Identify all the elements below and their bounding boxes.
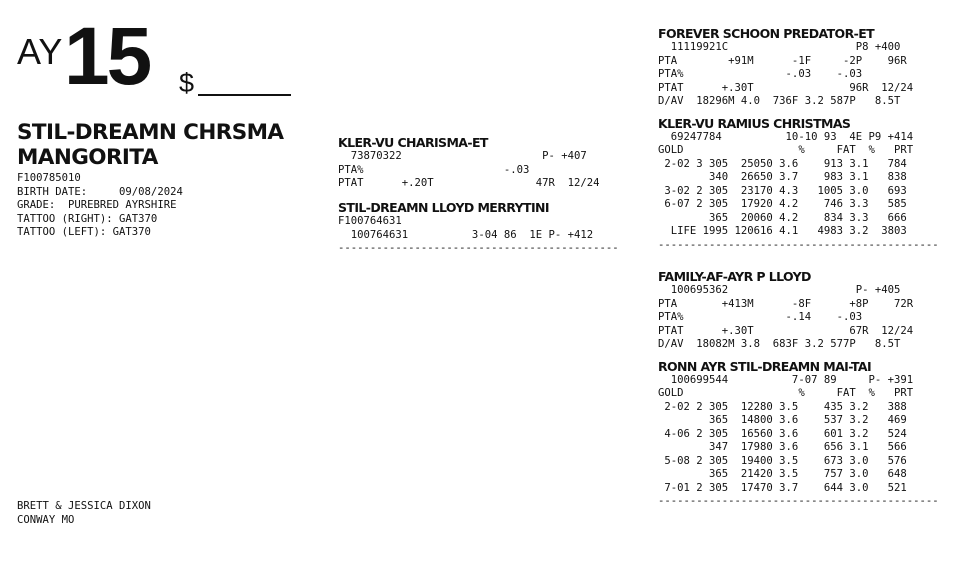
dam-name: STIL-DREAMN LLOYD MERRYTINI: [338, 200, 549, 215]
animal-name: STIL-DREAMN CHRSMA MANGORITA: [17, 120, 284, 170]
animal-info: [17, 120, 317, 240]
block-title: FOREVER SCHOON PREDATOR-ET: [658, 26, 875, 41]
block-line: 365 21420 3.5 757 3.0 648: [658, 468, 907, 480]
lot-number: 15: [64, 11, 150, 102]
block-line: PTA% -.03 -.03: [658, 68, 863, 80]
dam-block: [338, 200, 618, 256]
owner-info: [17, 500, 151, 527]
block-line: PTA% -.14 -.03: [658, 311, 863, 323]
block-line: 5-08 2 305 19400 3.5 673 3.0 576: [658, 454, 907, 467]
sire-line: PTAT +.20T 47R 12/24: [338, 177, 600, 189]
block-line: 2-02 2 305 12280 3.5 435 3.2 388: [658, 400, 907, 413]
block-line: 7-01 2 305 17470 3.7 644 3.0 521: [658, 481, 907, 494]
block-line: 340 26650 3.7 983 3.1 838: [658, 171, 907, 183]
block-line: PTA +91M -1F -2P 96R: [658, 54, 907, 67]
block-title: RONN AYR STIL-DREAMN MAI-TAI: [658, 358, 872, 374]
lot-prefix: AY: [17, 31, 63, 72]
dam-dam-block: [658, 359, 958, 509]
animal-tattoo-right: TATTOO (RIGHT): GAT370: [17, 212, 158, 225]
owner-location: CONWAY MO: [17, 513, 75, 526]
block-line: D/AV 18082M 3.8 683F 3.2 577P 8.5T: [658, 338, 901, 350]
sire-line: 73870322 P- +407: [338, 150, 587, 162]
block-line: 11119921C P8 +400: [658, 41, 901, 53]
dam-separator: --------------------------------------------: [338, 242, 619, 254]
block-line: D/AV 18296M 4.0 736F 3.2 587P 8.5T: [658, 95, 901, 107]
sire-line: PTA% -.03: [338, 163, 530, 176]
dam-sire-block: [658, 269, 958, 352]
sire-sire-block: [658, 26, 958, 109]
animal-tattoo-left: TATTOO (LEFT): GAT370: [17, 226, 151, 238]
pedigree-column: [658, 26, 958, 516]
dam-line: F100764631: [338, 215, 402, 227]
block-separator: --------------------------------------------: [658, 495, 939, 507]
block-line: 100699544 7-07 89 P- +391: [658, 373, 914, 386]
sire-dam-block: [658, 116, 958, 253]
sire-block: [338, 135, 618, 191]
owner-name: BRETT & JESSICA DIXON: [17, 500, 151, 512]
block-line: 6-07 2 305 17920 4.2 746 3.3 585: [658, 198, 907, 210]
block-line: PTA +413M -8F +8P 72R: [658, 297, 914, 310]
block-line: LIFE 1995 120616 4.1 4983 3.2 3803: [658, 225, 907, 237]
animal-birth-date: BIRTH DATE: 09/08/2024: [17, 185, 183, 198]
block-title: FAMILY-AF-AYR P LLOYD: [658, 269, 811, 284]
block-line: PTAT +.30T 96R 12/24: [658, 81, 914, 94]
sire-name: KLER-VU CHARISMA-ET: [338, 135, 488, 150]
block-line: GOLD % FAT % PRT: [658, 144, 914, 156]
block-line: PTAT +.30T 67R 12/24: [658, 324, 914, 337]
block-line: 347 17980 3.6 656 3.1 566: [658, 441, 907, 453]
block-line: 3-02 2 305 23170 4.3 1005 3.0 693: [658, 184, 907, 197]
price-sign: $: [179, 68, 195, 98]
block-line: 365 14800 3.6 537 3.2 469: [658, 414, 907, 426]
animal-grade: GRADE: PUREBRED AYRSHIRE: [17, 199, 177, 211]
dam-line: 100764631 3-04 86 1E P- +412: [338, 228, 594, 241]
block-separator: --------------------------------------------: [658, 238, 939, 251]
block-line: 2-02 3 305 25050 3.6 913 3.1 784: [658, 157, 907, 170]
price-blank-line: [198, 94, 291, 96]
block-line: 69247784 10-10 93 4E P9 +414: [658, 130, 914, 143]
animal-registration: F100785010: [17, 172, 81, 184]
block-line: 100695362 P- +405: [658, 284, 901, 296]
block-line: 365 20060 4.2 834 3.3 666: [658, 211, 907, 224]
lot-header: [17, 11, 317, 102]
block-line: GOLD % FAT % PRT: [658, 387, 914, 399]
block-title: KLER-VU RAMIUS CHRISTMAS: [658, 115, 851, 131]
block-line: 4-06 2 305 16560 3.6 601 3.2 524: [658, 427, 907, 440]
